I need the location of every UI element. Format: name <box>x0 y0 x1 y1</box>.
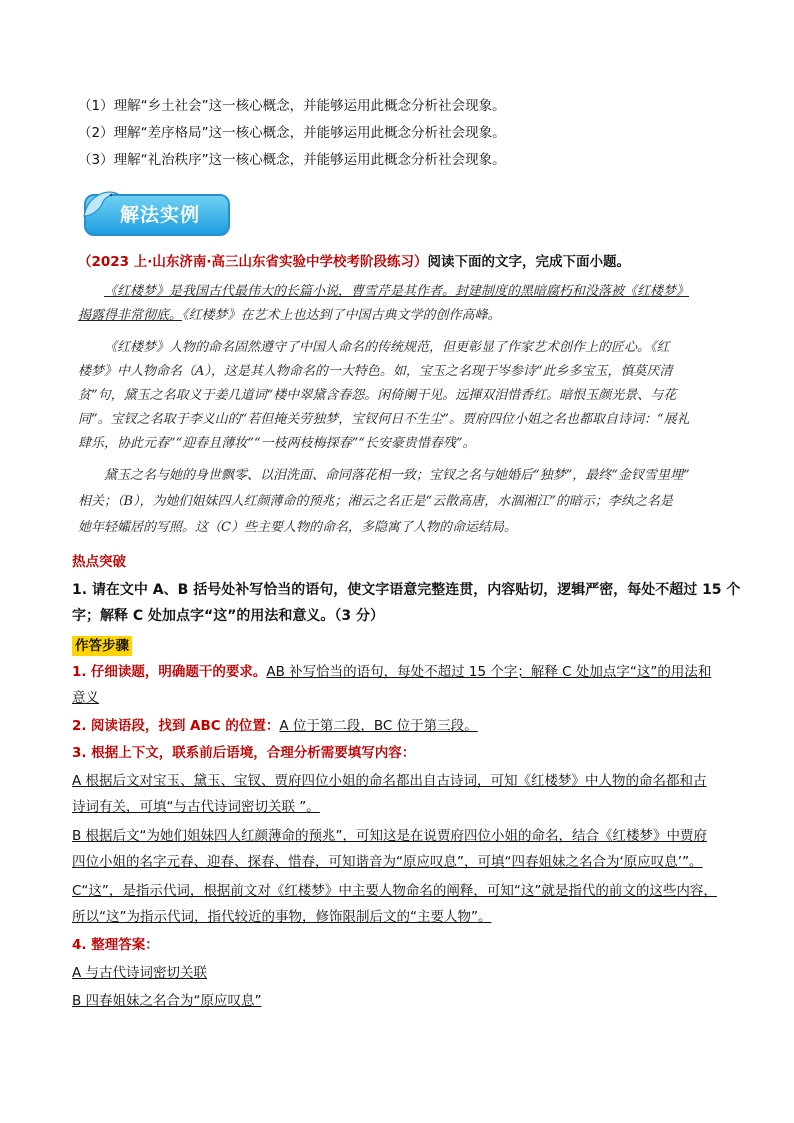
final-answer-b: B 四春姐妹之名合为“原应叹息” <box>72 993 262 1009</box>
passage-p1-rest: 《红楼梦》在艺术上也达到了中国古典文学的创作高峰。 <box>182 308 501 323</box>
passage-p2-line4: 同”。宝钗之名取于李义山的“若但掩关劳独梦，宝钗何日不生尘”。贾府四位小姐之名也都取自诗词：“展礼 <box>78 412 690 427</box>
source-line <box>78 252 630 272</box>
question-number: 1. <box>72 582 88 598</box>
step-3-heading: 3. 根据上下文，联系前后语境，合理分析需要填写内容： <box>72 745 416 761</box>
answer-a-line2: 诗词有关，可填“与古代诗词密切关联 ”。 <box>72 799 320 815</box>
question-line1 <box>72 580 740 600</box>
question-text-1: 请在文中 A、B 括号处补写恰当的语句，使文字语意完整连贯，内容贴切，逻辑严密，每处不超过 15 个 <box>91 582 741 598</box>
answer-c-line2: 所以“这”为指示代词，指代较近的事物，修饰限制后文的“主要人物”。 <box>72 909 492 925</box>
hot-section-title: 热点突破 <box>72 554 126 570</box>
passage-p2-line5: 肆乐，协此元春”“迎春且薄妆”“一枝两枝梅探春”“长安豪贵惜春残”。 <box>78 436 476 451</box>
badge-label: 解法实例 <box>120 204 201 226</box>
steps-tag: 作答步骤 <box>72 636 132 656</box>
passage-p2-line1: 《红楼梦》人物的命名固然遵守了中国人命名的传统规范，但更彰显了作家艺术创作上的匠心。《红 <box>104 340 670 355</box>
answer-b-line1: B 根据后文“为她们姐妹四人红颜薄命的预兆”，可知这是在说贾府四位小姐的命名，结合《红楼梦》中贾府 <box>72 828 708 844</box>
passage-p2-line3: 贫”句，黛玉之名取义于姜几道词“楼中翠黛含春怨。闲倚阑干见。远揮双泪惜香红。暗恨玉颜光景、与花 <box>78 388 677 403</box>
source-citation: （2023 上·山东济南·高三山东省实验中学校考阶段练习） <box>78 254 428 270</box>
step-2-line <box>72 716 478 736</box>
question-line2: 字；解释 C 处加点字“这”的用法和意义。（3 分） <box>72 608 385 624</box>
step-1-line1 <box>72 662 711 682</box>
solution-example-badge <box>80 186 232 238</box>
step-1-text: AB 补写恰当的语句，每处不超过 15 个字；解释 C 处加点字“这”的用法和 <box>266 664 712 680</box>
answer-b-line2: 四位小姐的名字元春、迎春、探春、惜春，可知谐音为“原应叹息”，可填“四春姐妹之名合为‘原应叹息’”。 <box>72 854 703 870</box>
dolphin-icon <box>80 186 124 226</box>
goal-2: （2）理解“差序格局”这一核心概念，并能够运用此概念分析社会现象。 <box>78 125 506 141</box>
step-2-heading: 阅读语段，找到 ABC 的位置： <box>90 718 280 734</box>
answer-a-line1: A 根据后文对宝玉、黛玉、宝钗、贾府四位小姐的命名都出自古诗词，可知《红楼梦》中人物的命名都和古 <box>72 773 707 789</box>
step-1-line2: 意义 <box>72 690 99 706</box>
answer-c-line1: C“这”，是指示代词，根据前文对《红楼梦》中主要人物命名的阐释，可知“这”就是指代的前文的这些内容， <box>72 883 717 899</box>
step-2-number: 2. <box>72 718 87 734</box>
step-1-heading: 仔细读题，明确题干的要求。 <box>90 664 267 680</box>
passage-p2-line2: 楼梦》中人物命名（A），这是其人物命名的一大特色。如，宝玉之名现于岑参诗“此乡多宝玉，慎莫厌清 <box>78 364 673 379</box>
source-instruction: 阅读下面的文字，完成下面小题。 <box>427 254 631 270</box>
goal-3: （3）理解“礼治秩序”这一核心概念，并能够运用此概念分析社会现象。 <box>78 152 506 168</box>
passage-p3-line3: 她年轻孀居的写照。这（C）些主要人物的命名，多隐寓了人物的命运结局。 <box>78 520 517 535</box>
passage-p3-line2: 相关；（B），为她们姐妹四人红颜薄命的预兆；湘云之名正是“云散高唐，水涸湘江”的暗示；李纨之名是 <box>78 494 673 509</box>
step-4-heading: 4. 整理答案： <box>72 937 159 953</box>
passage-p1-underlined: 揭露得非常彻底。 <box>78 308 183 323</box>
step-2-text: A 位于第二段，BC 位于第三段。 <box>279 718 478 734</box>
final-answer-a: A 与古代诗词密切关联 <box>72 965 208 981</box>
passage-p1-line1: 《红楼梦》是我国古代最伟大的长篇小说，曹雪芹是其作者。封建制度的黑暗腐朽和没落被《红楼梦》 <box>104 284 690 299</box>
step-1-number: 1. <box>72 664 87 680</box>
passage-p1-line2 <box>78 306 501 326</box>
passage-p3-line1: 黛玉之名与她的身世飘零、以泪洗面、命同落花相一致；宝钗之名与她婚后“独梦”，最终“金钗雪里埋” <box>104 468 690 483</box>
goal-1: （1）理解“乡土社会”这一核心概念，并能够运用此概念分析社会现象。 <box>78 98 506 114</box>
